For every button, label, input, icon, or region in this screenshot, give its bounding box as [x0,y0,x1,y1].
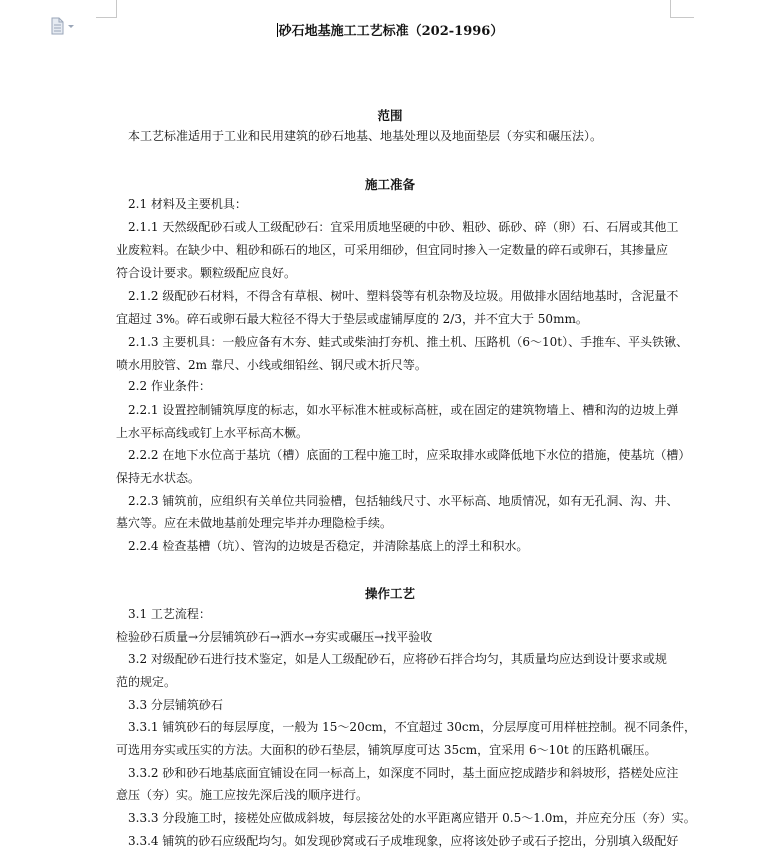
paragraph-line: 喷水用胶管、2m 靠尺、小线或细铅丝、钢尺或木折尺等。 [116,358,427,372]
paragraph-line: 2.1.3 主要机具：一般应备有木夯、蛙式或柴油打夯机、推土机、压路机（6～10t）、手推车、平头铁锹、 [128,335,689,349]
paragraph-line: 意压（夯）实。施工应按先深后浅的顺序进行。 [116,788,369,802]
paragraph-line: 墓穴等。应在未做地基前处理完毕并办理隐检手续。 [116,516,393,530]
paragraph-line: 可选用夯实或压实的方法。大面积的砂石垫层，铺筑厚度可达 35cm，宜采用 6～10t 的压路机碾压。 [116,743,657,757]
paragraph-line: 3.3.2 砂和砂石地基底面宜铺设在同一标高上，如深度不同时，基土面应挖成踏步和斜坡形，搭槎处应注 [128,766,679,780]
document-title [0,20,780,39]
section-heading-scope: 范围 [377,108,403,123]
paragraph-line: 范的规定。 [116,675,177,689]
section-heading-operation: 操作工艺 [364,586,415,601]
paragraph-line: 2.2.3 铺筑前，应组织有关单位共同验槽，包括轴线尺寸、水平标高、地质情况，如有无孔洞、沟、井、 [128,494,679,508]
paragraph-line: 宜超过 3%。碎石或卵石最大粒径不得大于垫层或虚铺厚度的 2/3，并不宜大于 50mm。 [116,312,588,326]
paragraph-line: 3.2 对级配砂石进行技术鉴定，如是人工级配砂石，应将砂石拌合均匀，其质量均应达到设计要求或规 [128,652,667,666]
text-cursor [277,23,278,37]
paragraph-line: 2.1 材料及主要机具： [128,197,247,211]
paragraph-line: 2.2.2 在地下水位高于基坑（槽）底面的工程中施工时，应采取排水或降低地下水位的措施，使基坑（槽） [128,448,691,462]
paragraph-line: 3.3.3 分段施工时，接槎处应做成斜坡，每层接岔处的水平距离应错开 0.5～1.0m，并应充分压（夯）实。 [128,811,696,825]
paragraph-line: 3.3.4 铺筑的砂石应级配均匀。如发现砂窝或石子成堆现象，应将该处砂子或石子挖出，分别填入级配好 [128,834,679,848]
paragraph-line: 2.1.2 级配砂石材料，不得含有草根、树叶、塑料袋等有机杂物及垃圾。用做排水固结地基时，含泥量不 [128,289,679,303]
crop-mark-top-left-vertical [116,0,117,18]
paragraph-line: 2.2.1 设置控制铺筑厚度的标志，如水平标准木桩或标高桩，或在固定的建筑物墙上、槽和沟的边坡上弹 [128,403,679,417]
crop-mark-top-left-horizontal [96,17,117,18]
paragraph-line: 保持无水状态。 [116,471,201,485]
section-heading-preparation: 施工准备 [364,177,415,192]
paragraph-line: 2.1.1 天然级配砂石或人工级配砂石：宜采用质地坚硬的中砂、粗砂、砾砂、碎（卵）石、石屑或其他工 [128,220,679,234]
crop-mark-top-right-horizontal [670,17,694,18]
paragraph-line: 检验砂石质量→分层铺筑砂石→洒水→夯实或碾压→找平验收 [116,630,433,644]
paragraph-line: 上水平标高线或钉上水平标高木橛。 [116,426,309,440]
paragraph-line: 业废粒料。在缺少中、粗砂和砾石的地区，可采用细砂，但宜同时掺入一定数量的碎石或卵石，其掺量应 [116,243,669,257]
paragraph-line: 2.2 作业条件： [128,379,211,393]
paragraph-line: 2.2.4 检查基槽（坑）、管沟的边坡是否稳定，并清除基底上的浮土和积水。 [128,539,529,553]
paragraph-line: 3.3 分层铺筑砂石 [128,698,223,712]
paragraph-line: 符合设计要求。颗粒级配应良好。 [116,266,297,280]
crop-mark-top-right-vertical [670,0,671,18]
paragraph-line: 本工艺标准适用于工业和民用建筑的砂石地基、地基处理以及地面垫层（夯实和碾压法）。 [128,129,603,143]
document-title-text: 砂石地基施工工艺标准（202-1996） [278,24,504,39]
paragraph-line: 3.3.1 铺筑砂石的每层厚度，一般为 15～20cm，不宜超过 30cm，分层厚度可用样桩控制。视不同条件， [128,720,696,734]
paragraph-line: 3.1 工艺流程： [128,607,211,621]
